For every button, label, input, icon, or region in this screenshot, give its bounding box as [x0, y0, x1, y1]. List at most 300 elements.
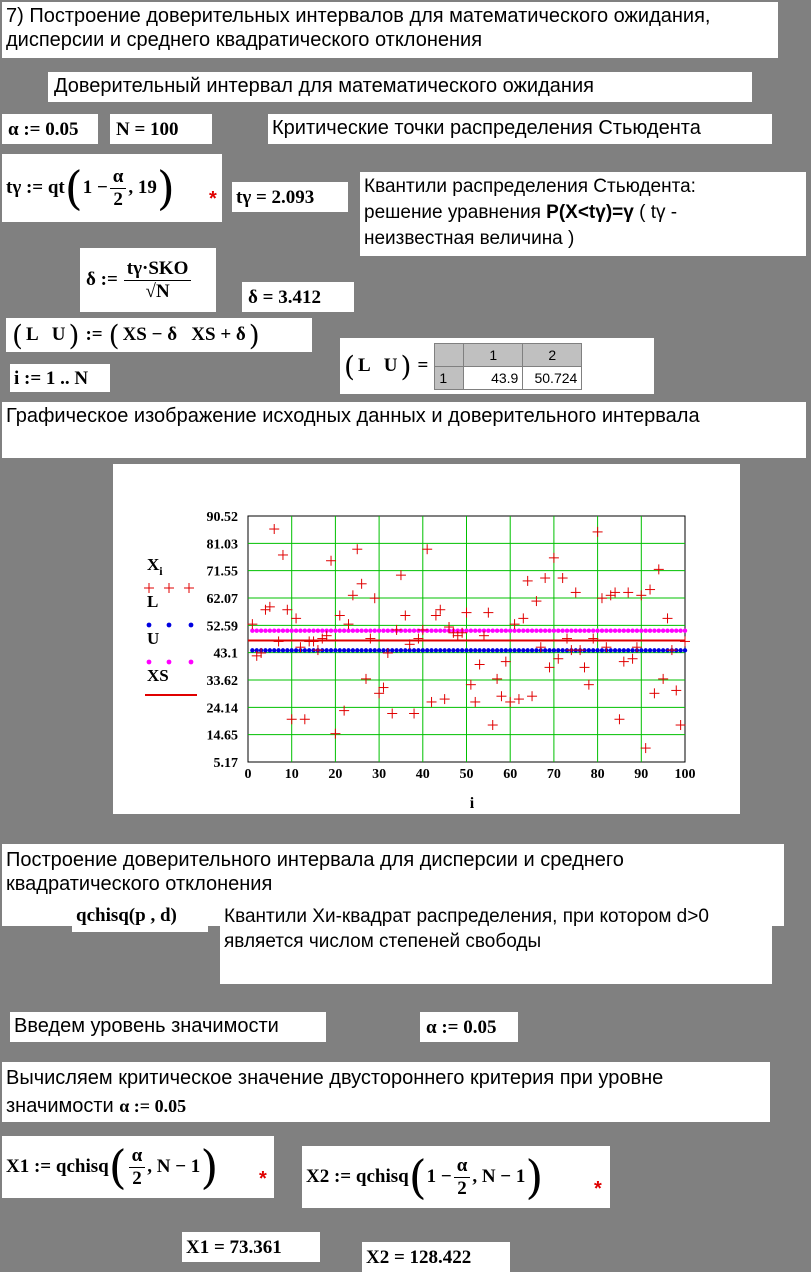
scatter-chart[interactable]: [113, 464, 740, 814]
series-U-point: [578, 629, 582, 633]
note-line-2c: ( tγ -: [633, 202, 678, 223]
series-U-point: [678, 629, 682, 633]
series-L-point: [504, 648, 508, 652]
note-line-2b: P(X<tγ)=γ: [546, 202, 634, 223]
alpha-over-2: [110, 166, 127, 211]
x2-open-paren: (: [408, 1150, 427, 1204]
x2-formula-region[interactable]: [302, 1146, 610, 1208]
tgamma-asterisk: *: [209, 188, 217, 210]
qchisq-sig: qchisq(p , d): [76, 905, 177, 926]
series-L-point: [329, 648, 333, 652]
series-U-point: [630, 629, 634, 633]
series-U-point: [255, 629, 259, 633]
series-L-point: [381, 648, 385, 652]
legend-label-L: L: [147, 592, 159, 611]
series-U-point: [346, 629, 350, 633]
series-U-point: [281, 629, 285, 633]
series-L-point: [355, 648, 359, 652]
table-col-header: 2: [523, 343, 582, 366]
series-U-point: [674, 629, 678, 633]
series-L-point: [281, 648, 285, 652]
table-cell-U[interactable]: 50.724: [523, 366, 582, 389]
critical-alpha: α := 0.05: [119, 1096, 187, 1116]
series-L-point: [521, 648, 525, 652]
table-header-row: [435, 343, 582, 366]
qchisq-sig-region[interactable]: [72, 902, 208, 932]
series-L-point: [482, 648, 486, 652]
series-L-point: [512, 648, 516, 652]
rhs-close-paren: ): [248, 318, 260, 352]
x1-eval: X1 = 73.361: [186, 1237, 282, 1258]
series-L-point: [390, 648, 394, 652]
series-L-point: [438, 648, 442, 652]
series-U-point: [661, 629, 665, 633]
series-U-point: [591, 629, 595, 633]
y-tick-label: 81.03: [206, 537, 238, 553]
series-L-point: [338, 648, 342, 652]
series-U-point: [504, 629, 508, 633]
series-U-point: [373, 629, 377, 633]
series-L-point: [421, 648, 425, 652]
series-U-point: [643, 629, 647, 633]
series-U-point: [469, 629, 473, 633]
x-tick-label: 0: [244, 767, 252, 782]
note-line-3: неизвестная величина ): [364, 228, 575, 249]
lu-result-table[interactable]: [434, 343, 582, 390]
table-col-header: 1: [464, 343, 523, 366]
x1-lhs: X1 := qchisq: [6, 1156, 109, 1177]
delta-num: tγ·SKO: [124, 258, 192, 281]
x1-asterisk: *: [259, 1168, 267, 1190]
x1-frac-den: 2: [132, 1167, 142, 1189]
series-U-point: [657, 629, 661, 633]
series-U-point: [294, 629, 298, 633]
series-L-point: [447, 648, 451, 652]
student-points-label: [268, 114, 772, 144]
note-line-2: [364, 200, 802, 226]
critical-value-label-text: Вычисляем критическое значение двустороннего критерия при уровне значимости: [6, 1067, 664, 1117]
x2-eval-region[interactable]: [362, 1242, 510, 1272]
x1-alpha-over-2: [129, 1145, 146, 1190]
series-L-point: [622, 648, 626, 652]
alpha-assign-region[interactable]: [2, 114, 98, 144]
series-L-point: [477, 648, 481, 652]
frac-num: α: [110, 166, 127, 189]
series-L-point: [412, 648, 416, 652]
series-U-point: [622, 629, 626, 633]
series-U-point: [425, 629, 429, 633]
series-L-point: [307, 648, 311, 652]
legend-label-U: U: [147, 629, 160, 648]
series-L-point: [324, 648, 328, 652]
series-L-point: [683, 648, 687, 652]
legend-label-XS: XS: [147, 666, 169, 685]
lu-eval-region[interactable]: [340, 338, 654, 394]
x-tick-label: 20: [328, 767, 343, 782]
series-U-point: [329, 629, 333, 633]
x-tick-labels: [245, 767, 696, 782]
x-tick-label: 90: [634, 767, 649, 782]
series-U-point: [547, 629, 551, 633]
series-U-point: [399, 629, 403, 633]
series-U-point: [355, 629, 359, 633]
x2-frac-num: α: [454, 1155, 471, 1178]
series-U-point: [495, 629, 499, 633]
series-L-point: [368, 648, 372, 652]
y-tick-labels: [207, 510, 239, 771]
series-U-point: [652, 629, 656, 633]
series-U-point: [582, 629, 586, 633]
series-L-point: [587, 648, 591, 652]
series-U-point: [276, 629, 280, 633]
series-U-point: [359, 629, 363, 633]
series-L-point: [652, 648, 656, 652]
x1-eval-region[interactable]: [182, 1232, 320, 1262]
series-U-point: [412, 629, 416, 633]
series-U-point: [259, 629, 263, 633]
series-U-point: [683, 629, 687, 633]
series-L-point: [491, 648, 495, 652]
series-L-point: [617, 648, 621, 652]
series-U-point: [429, 629, 433, 633]
range-i-region[interactable]: [10, 364, 110, 392]
x1-open-paren: (: [108, 1140, 127, 1194]
series-L-point: [377, 648, 381, 652]
legend-label-Xi: $X_i$: [147, 555, 163, 578]
series-L-point: [364, 648, 368, 652]
series-L-point: [263, 648, 267, 652]
series-U-point: [670, 629, 674, 633]
x2-args-suffix: , N − 1: [472, 1166, 526, 1187]
series-U-point: [316, 629, 320, 633]
series-U-point: [543, 629, 547, 633]
series-L-point: [250, 648, 254, 652]
series-U-point: [442, 629, 446, 633]
series-L-point: [643, 648, 647, 652]
series-L-point: [639, 648, 643, 652]
x1-args-suffix: , N − 1: [147, 1156, 201, 1177]
table-corner-cell: [435, 343, 464, 366]
series-L-point: [394, 648, 398, 652]
note-line-1: Квантили распределения Стьюдента:: [364, 176, 696, 197]
series-L-point: [456, 648, 460, 652]
series-L-point: [290, 648, 294, 652]
series-U-point: [521, 629, 525, 633]
lu-eval-open-paren: (: [344, 349, 355, 383]
series-L-point: [276, 648, 280, 652]
series-U-point: [560, 629, 564, 633]
series-U-point: [381, 629, 385, 633]
series-U-point: [272, 629, 276, 633]
x-tick-label: 80: [590, 767, 605, 782]
delta-lhs: δ :=: [86, 269, 118, 290]
x-tick-label: 10: [284, 767, 299, 782]
series-U-point: [477, 629, 481, 633]
series-L-point: [609, 648, 613, 652]
significance-label: [10, 1012, 326, 1042]
lu-eval-expr: [344, 350, 434, 383]
series-U-point: [517, 629, 521, 633]
series-U-point: [351, 629, 355, 633]
series-U-point: [403, 629, 407, 633]
series-U-point: [438, 629, 442, 633]
series-U-point: [364, 629, 368, 633]
series-U-point: [320, 629, 324, 633]
series-U-point: [298, 629, 302, 633]
alpha-assign-2: α := 0.05: [426, 1017, 497, 1038]
series-L-point: [648, 648, 652, 652]
series-U-point: [307, 629, 311, 633]
tgamma-eval-region[interactable]: [232, 182, 348, 212]
close-paren: ): [156, 161, 175, 215]
series-U-point: [552, 629, 556, 633]
series-L-point: [657, 648, 661, 652]
legend-marker-dot: [167, 623, 172, 628]
legend-label-subscript: i: [159, 564, 163, 578]
series-L-point: [359, 648, 363, 652]
series-L-point: [517, 648, 521, 652]
tgamma-eval: tγ = 2.093: [236, 187, 315, 208]
series-L-point: [373, 648, 377, 652]
lu-eval-lhs: L U: [357, 355, 398, 376]
ci-mean-heading: [48, 72, 752, 102]
y-tick-label: 90.52: [206, 510, 238, 525]
legend-marker-dot: [167, 660, 172, 665]
x-tick-label: 100: [674, 767, 696, 782]
student-quantile-note: [360, 172, 806, 256]
series-U-point: [407, 629, 411, 633]
x-tick-label: 60: [503, 767, 518, 782]
lu-open-paren: (: [12, 318, 23, 352]
series-U-point: [512, 629, 516, 633]
series-L-point: [543, 648, 547, 652]
lu-assign-region[interactable]: [6, 318, 312, 352]
series-U-point: [290, 629, 294, 633]
series-L-point: [600, 648, 604, 652]
ci-var-heading-text: Построение доверительного интервала для дисперсии и среднего квадратического отклонения: [6, 849, 624, 895]
series-U-point: [639, 629, 643, 633]
series-U-point: [534, 629, 538, 633]
series-L-point: [442, 648, 446, 652]
series-L-point: [530, 648, 534, 652]
legend-marker-dot: [189, 660, 194, 665]
series-U-point: [416, 629, 420, 633]
lu-assign-rhs: XS − δ XS + δ: [122, 324, 246, 345]
series-L-point: [268, 648, 272, 652]
tgamma-args-prefix: 1 −: [82, 177, 108, 198]
x2-eval: X2 = 128.422: [366, 1247, 472, 1268]
x2-asterisk: *: [594, 1178, 602, 1200]
series-U-point: [434, 629, 438, 633]
series-U-point: [556, 629, 560, 633]
graph-heading-text: Графическое изображение исходных данных и доверительного интервала: [6, 405, 700, 427]
series-U-point: [333, 629, 337, 633]
x1-frac-num: α: [129, 1145, 146, 1168]
ci-mean-heading-text: Доверительный интервал для математического ожидания: [54, 75, 594, 97]
x1-close-paren: ): [200, 1140, 219, 1194]
series-U-point: [390, 629, 394, 633]
series-L-point: [285, 648, 289, 652]
series-U-point: [587, 629, 591, 633]
series-U-point: [311, 629, 315, 633]
y-tick-label: 71.55: [206, 564, 238, 580]
section-title-text: 7) Построение доверительных интервалов для математического ожидания, дисперсии и среднего квадратического отклонения: [6, 5, 711, 51]
delta-eval-region[interactable]: [242, 282, 354, 312]
lu-assign-lhs: L U: [25, 324, 66, 345]
series-L-point: [591, 648, 595, 652]
series-U-point: [285, 629, 289, 633]
series-L-point: [486, 648, 490, 652]
series-U-point: [613, 629, 617, 633]
lu-eval-op: =: [417, 355, 429, 376]
series-U-point: [303, 629, 307, 633]
range-i: i := 1 .. N: [14, 368, 89, 389]
y-tick-label: 62.07: [206, 592, 238, 607]
series-L-point: [595, 648, 599, 652]
critical-value-label: [2, 1062, 770, 1122]
series-L-point: [434, 648, 438, 652]
x2-frac-den: 2: [457, 1177, 467, 1199]
delta-den: √N: [145, 280, 170, 302]
series-U-point: [609, 629, 613, 633]
series-U-point: [595, 629, 599, 633]
series-U-point: [617, 629, 621, 633]
series-U-point: [250, 629, 254, 633]
x2-lhs: X2 := qchisq: [306, 1166, 409, 1187]
chart-legend: [144, 555, 197, 695]
series-U-point: [386, 629, 390, 633]
series-L-point: [499, 648, 503, 652]
y-tick-label: 24.14: [206, 701, 238, 717]
series-L-point: [425, 648, 429, 652]
n-eval: N = 100: [116, 119, 179, 140]
series-L-point: [626, 648, 630, 652]
series-L-point: [346, 648, 350, 652]
series-U-point: [539, 629, 543, 633]
lu-assign-op: :=: [85, 324, 103, 345]
series-L-point: [556, 648, 560, 652]
legend-marker-dot: [147, 623, 152, 628]
x-tick-label: 30: [372, 767, 387, 782]
series-L-point: [473, 648, 477, 652]
series-U-point: [368, 629, 372, 633]
table-row-header: 1: [435, 366, 464, 389]
series-L-point: [613, 648, 617, 652]
lu-close-paren: ): [68, 318, 80, 352]
series-U-point: [665, 629, 669, 633]
series-U-point: [464, 629, 468, 633]
series-L-point: [495, 648, 499, 652]
series-U-point: [525, 629, 529, 633]
series-U-point: [268, 629, 272, 633]
y-tick-label: 33.62: [206, 674, 238, 689]
chart-region[interactable]: [113, 464, 740, 814]
alpha-assign: α := 0.05: [8, 119, 79, 140]
x2-close-paren: ): [525, 1150, 544, 1204]
series-U-point: [569, 629, 573, 633]
series-L-point: [525, 648, 529, 652]
series-L-point: [469, 648, 473, 652]
significance-label-text: Введем уровень значимости: [14, 1015, 279, 1037]
series-U-point: [574, 629, 578, 633]
section-title: [2, 2, 778, 58]
series-U-point: [473, 629, 477, 633]
delta-formula-region[interactable]: [80, 248, 216, 312]
student-points-label-text: Критические точки распределения Стьюдента: [272, 117, 701, 139]
x-axis-label: i: [469, 795, 475, 812]
table-cell-L[interactable]: 43.9: [464, 366, 523, 389]
n-eval-region[interactable]: [110, 114, 212, 144]
series-L-point: [460, 648, 464, 652]
series-U-point: [648, 629, 652, 633]
series-U-point: [377, 629, 381, 633]
series-U-point: [499, 629, 503, 633]
tgamma-lhs: tγ := qt: [6, 177, 65, 198]
series-U-point: [600, 629, 604, 633]
y-tick-label: 43.1: [213, 646, 238, 662]
series-L-point: [399, 648, 403, 652]
legend-marker-dot: [189, 623, 194, 628]
series-U-point: [635, 629, 639, 633]
x-tick-label: 70: [546, 767, 561, 782]
series-L-point: [508, 648, 512, 652]
series-U-point: [338, 629, 342, 633]
series-L-point: [630, 648, 634, 652]
qchisq-note-text: Квантили Хи-квадрат распределения, при котором d>0 является числом степеней свободы: [224, 906, 709, 952]
y-tick-label: 52.59: [206, 619, 238, 635]
series-U-point: [342, 629, 346, 633]
series-U-point: [508, 629, 512, 633]
series-L-point: [464, 648, 468, 652]
lu-eval-close-paren: ): [400, 349, 412, 383]
series-L-point: [678, 648, 682, 652]
series-L-point: [294, 648, 298, 652]
series-L-point: [451, 648, 455, 652]
x-tick-label: 40: [415, 767, 430, 782]
x1-formula-region[interactable]: [2, 1136, 274, 1198]
series-L-point: [272, 648, 276, 652]
delta-fraction: [124, 258, 192, 303]
series-L-point: [547, 648, 551, 652]
series-L-point: [342, 648, 346, 652]
series-U-point: [626, 629, 630, 633]
x-tick-label: 50: [459, 767, 474, 782]
legend-marker-dot: [147, 660, 152, 665]
series-L-point: [429, 648, 433, 652]
tgamma-args-suffix: , 19: [128, 177, 157, 198]
table-row: [435, 366, 582, 389]
series-U-point: [604, 629, 608, 633]
y-tick-label: 5.17: [213, 756, 238, 771]
frac-den: 2: [113, 188, 123, 210]
tgamma-formula-region[interactable]: [2, 154, 222, 222]
series-L-point: [351, 648, 355, 652]
note-line-2a: решение уравнения: [364, 202, 547, 223]
series-L-point: [416, 648, 420, 652]
x2-alpha-over-2: [454, 1155, 471, 1200]
series-L-point: [303, 648, 307, 652]
series-U-point: [491, 629, 495, 633]
alpha-assign-2-region[interactable]: [420, 1012, 518, 1042]
series-L-point: [403, 648, 407, 652]
rhs-open-paren: (: [108, 318, 120, 352]
series-L-point: [560, 648, 564, 652]
y-tick-label: 14.65: [206, 728, 238, 744]
series-U-point: [486, 629, 490, 633]
series-U-point: [263, 629, 267, 633]
series-L-point: [333, 648, 337, 652]
series-U-point: [530, 629, 534, 633]
